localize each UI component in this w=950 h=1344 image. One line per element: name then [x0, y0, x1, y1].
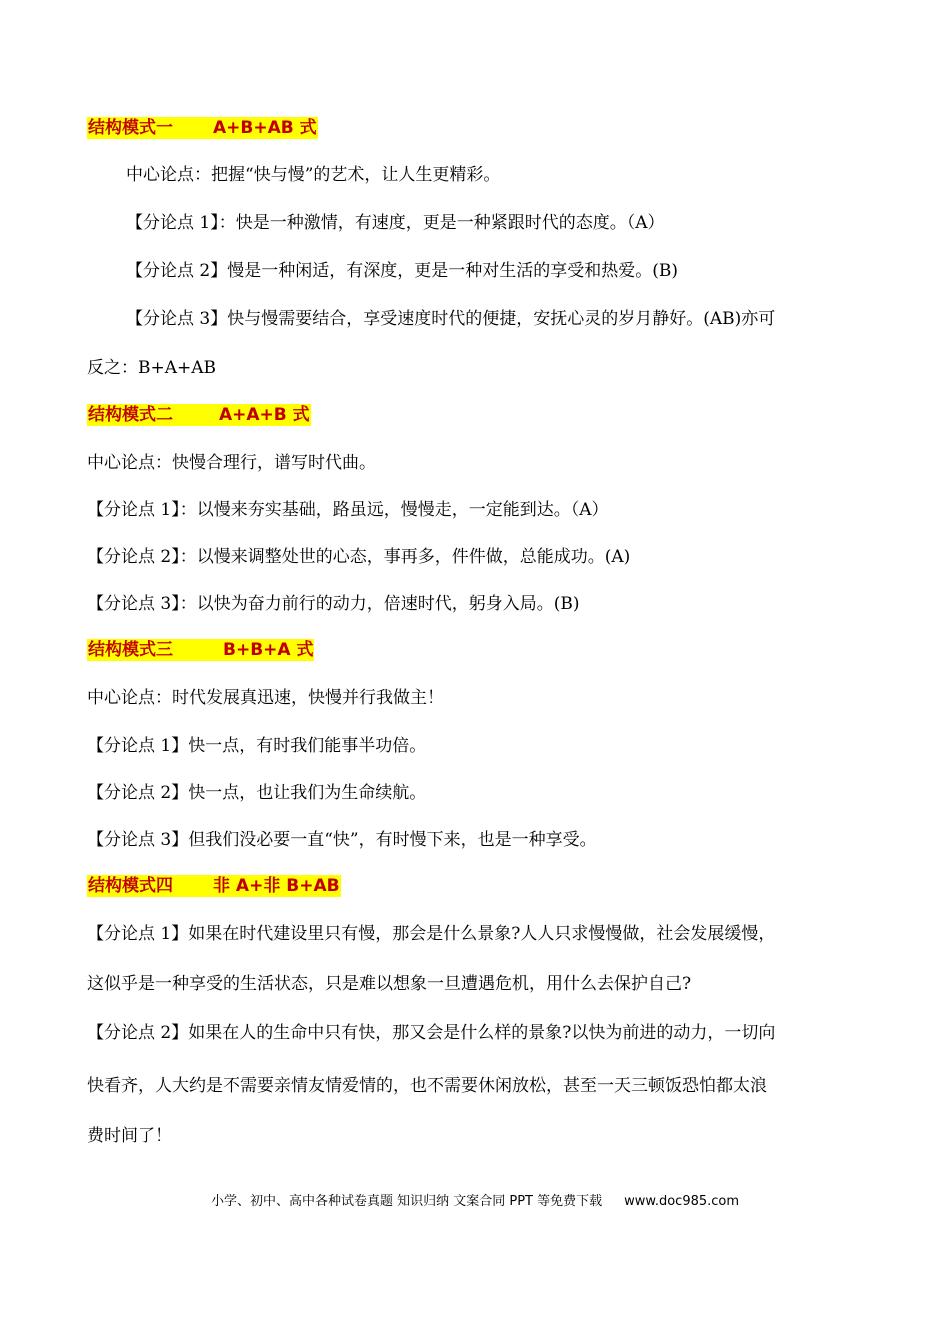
- section-heading-4: [87, 875, 341, 897]
- page-footer: [0, 1190, 950, 1209]
- section-title: 结构模式四: [88, 876, 173, 896]
- central-thesis: 中心论点：时代发展真迅速，快慢并行我做主！: [87, 688, 444, 708]
- sub-point-3: 【分论点 3】快与慢需要结合，享受速度时代的便捷，安抚心灵的岁月静好。(AB)亦可: [126, 309, 776, 329]
- sub-point-2-end: 费时间了！: [87, 1126, 172, 1146]
- section-formula: A+A+B 式: [219, 405, 310, 425]
- footer-text: 小学、初中、高中各种试卷真题 知识归纳 文案合同 PPT 等免费下载: [210, 1194, 603, 1209]
- section-title: 结构模式二: [88, 405, 173, 425]
- section-heading-1: [87, 117, 318, 139]
- sub-point-1-continued: 这似乎是一种享受的生活状态，只是难以想象一旦遭遇危机，用什么去保护自己?: [87, 974, 692, 994]
- section-heading-3: [87, 639, 314, 661]
- central-thesis: 中心论点：把握“快与慢”的艺术，让人生更精彩。: [126, 165, 501, 185]
- sub-point-3-continued: 反之：B+A+AB: [87, 358, 217, 378]
- sub-point-2-continued: 快看齐，人大约是不需要亲情友情爱情的，也不需要休闲放松，甚至一天三顿饭恐怕都太浪: [87, 1076, 767, 1096]
- sub-point-2: 【分论点 2】：以慢来调整处世的心态，事再多，件件做，总能成功。(A): [87, 547, 631, 567]
- sub-point-1: 【分论点 1】如果在时代建设里只有慢，那会是什么景象?人人只求慢慢做，社会发展缓慢，: [87, 924, 776, 944]
- sub-point-3: 【分论点 3】：以快为奋力前行的动力，倍速时代，躬身入局。(B): [87, 594, 580, 614]
- sub-point-2: 【分论点 2】慢是一种闲适，有深度，更是一种对生活的享受和热爱。(B): [126, 261, 678, 281]
- central-thesis: 中心论点：快慢合理行，谱写时代曲。: [87, 453, 376, 473]
- section-formula: 非 A+非 B+AB: [213, 876, 340, 896]
- section-title: 结构模式三: [88, 640, 173, 660]
- sub-point-2: 【分论点 2】快一点，也让我们为生命续航。: [87, 783, 427, 803]
- sub-point-1: 【分论点 1】：快是一种激情，有速度，更是一种紧跟时代的态度。（A）: [126, 213, 665, 233]
- section-formula: B+B+A 式: [223, 640, 314, 660]
- section-heading-2: [87, 404, 311, 426]
- sub-point-3: 【分论点 3】但我们没必要一直“快”，有时慢下来，也是一种享受。: [87, 830, 597, 850]
- sub-point-1: 【分论点 1】：以慢来夯实基础，路虽远，慢慢走，一定能到达。（A）: [87, 500, 609, 520]
- sub-point-2: 【分论点 2】如果在人的生命中只有快，那又会是什么样的景象?以快为前进的动力，一切向: [87, 1023, 776, 1043]
- section-formula: A+B+AB 式: [213, 118, 317, 138]
- section-title: 结构模式一: [88, 118, 173, 138]
- footer-site-link[interactable]: www.doc985.com: [624, 1194, 740, 1209]
- sub-point-1: 【分论点 1】快一点，有时我们能事半功倍。: [87, 736, 427, 756]
